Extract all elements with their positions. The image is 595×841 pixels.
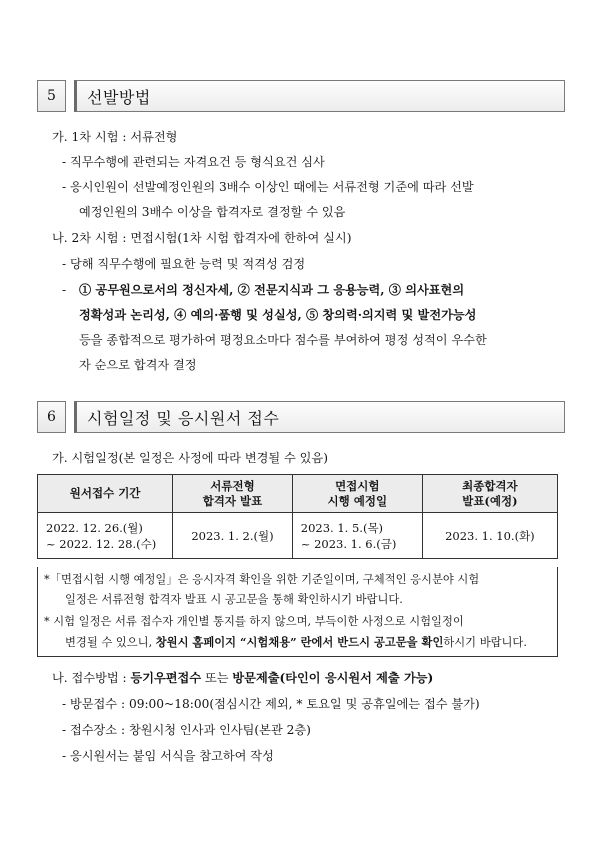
note-1-line-1: *「면접시험 시행 예정일」은 응시자격 확인을 위한 기준일이며, 구체적인 응시분야 시험 bbox=[44, 573, 480, 586]
note-1-line-2: 일정은 서류전형 합격자 발표 시 공고문을 통해 확인하시기 바랍니다. bbox=[65, 593, 403, 606]
s6-b-item-3: - 응시원서는 붙임 서식을 참고하여 작성 bbox=[62, 749, 274, 763]
s5-a-item-1: - 직무수행에 관련되는 자격요건 등 형식요건 심사 bbox=[62, 155, 325, 169]
section-5-header bbox=[37, 80, 565, 112]
header-final-result: 최종합격자 발표(예정) bbox=[422, 475, 557, 513]
s5-a-title: 가. 1차 시험 : 서류전형 bbox=[52, 130, 178, 144]
section-6-title: 시험일정 및 응시원서 접수 bbox=[74, 401, 565, 433]
s5-b-item-2-line4: 자 순으로 합격자 결정 bbox=[79, 358, 197, 372]
schedule-header-row bbox=[38, 475, 558, 513]
header-apply-period: 원서접수 기간 bbox=[38, 475, 173, 513]
s6-b-title: 나. 접수방법 : 등기우편접수 또는 방문제출(타인이 응시원서 제출 가능) bbox=[52, 671, 434, 685]
s5-b-item-2-line1: ① 공무원으로서의 정신자세, ② 전문지식과 그 응용능력, ③ 의사표현의 bbox=[79, 283, 465, 297]
cell-final-result: 2023. 1. 10.(화) bbox=[422, 513, 557, 559]
section-5-number: 5 bbox=[37, 80, 66, 112]
schedule-table bbox=[37, 474, 558, 559]
s5-b-item-2-line2: 정확성과 논리성, ④ 예의·품행 및 성실성, ⑤ 창의력·의지력 및 발전가능성 bbox=[79, 308, 477, 322]
s5-a-item-2: - 응시인원이 선발예정인원의 3배수 이상인 때에는 서류전형 기준에 따라 선발 bbox=[62, 180, 474, 194]
s5-b-item-2-line3: 등을 종합적으로 평가하여 평정요소마다 점수를 부여하여 평정 성적이 우수한 bbox=[79, 333, 487, 347]
schedule-notes-box bbox=[37, 567, 558, 657]
s5-a-item-2-cont: 예정인원의 3배수 이상을 합격자로 결정할 수 있음 bbox=[79, 205, 346, 219]
header-doc-result: 서류전형 합격자 발표 bbox=[173, 475, 293, 513]
schedule-row bbox=[38, 513, 558, 559]
section-6-header bbox=[37, 401, 565, 433]
s5-b-item-1: - 당해 직무수행에 필요한 능력 및 적격성 검정 bbox=[62, 257, 306, 271]
note-2-emphasis: 창원시 홈페이지 “시험채용” 란에서 반드시 공고문을 확인 bbox=[155, 635, 444, 649]
cell-interview-date: 2023. 1. 5.(목) ~ 2023. 1. 6.(금) bbox=[292, 513, 422, 559]
note-2-text-a: 변경될 수 있으니, bbox=[65, 636, 156, 649]
s5-b-title: 나. 2차 시험 : 면접시험(1차 시험 합격자에 한하여 실시) bbox=[52, 231, 352, 245]
cell-apply-period: 2022. 12. 26.(월) ~ 2022. 12. 28.(수) bbox=[38, 513, 173, 559]
s6-a-title: 가. 시험일정(본 일정은 사정에 따라 변경될 수 있음) bbox=[52, 451, 328, 465]
note-2-line-2 bbox=[65, 634, 527, 651]
note-2-text-c: 하시기 바랍니다. bbox=[443, 636, 527, 649]
section-5-title: 선발방법 bbox=[74, 80, 565, 112]
note-2-line-1: * 시험 일정은 서류 접수자 개인별 통지를 하지 않으며, 부득이한 사정으로 시험일정이 bbox=[44, 615, 464, 628]
header-interview-date: 면접시험 시행 예정일 bbox=[292, 475, 422, 513]
s5-b-item-2-dash: - bbox=[62, 283, 67, 297]
section-6-number: 6 bbox=[37, 401, 66, 433]
s6-b-item-2: - 접수장소 : 창원시청 인사과 인사팀(본관 2층) bbox=[62, 723, 311, 737]
s6-b-item-1: - 방문접수 : 09:00~18:00(점심시간 제외, * 토요일 및 공휴일에는 접수 불가) bbox=[62, 697, 480, 711]
cell-doc-result: 2023. 1. 2.(월) bbox=[173, 513, 293, 559]
